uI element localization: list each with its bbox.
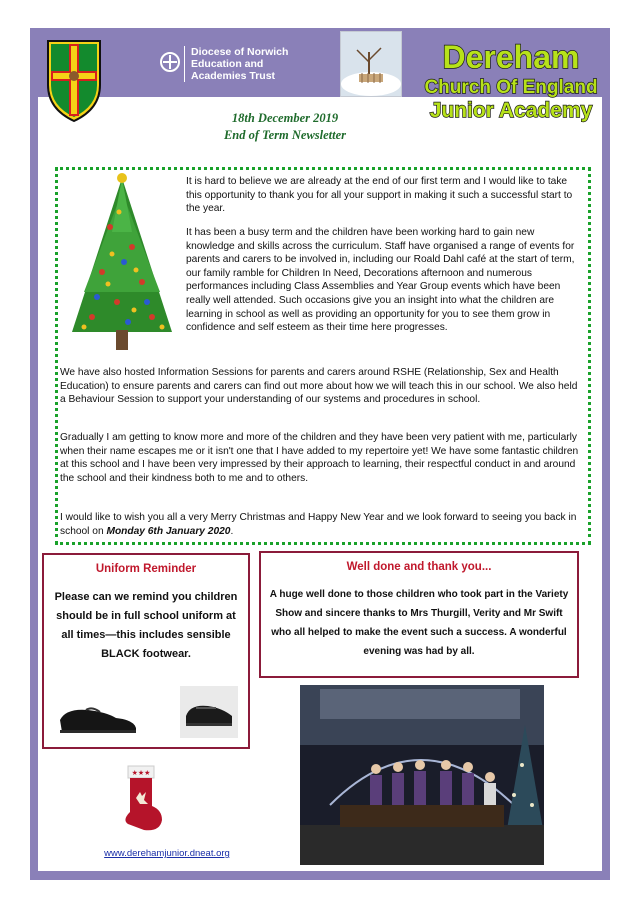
svg-text:★★★: ★★★: [131, 770, 151, 777]
closing-text: I would like to wish you all a very Merry Christmas and Happy New Year and we look forward to seeing you back in school on: [60, 512, 577, 537]
letter-paragraph-5: [60, 511, 582, 538]
brand-line-2: Church Of England: [424, 77, 598, 98]
closing-period: .: [230, 525, 234, 537]
girls-shoe-image: [56, 700, 140, 736]
winter-scene-image: [340, 31, 402, 97]
school-website-link[interactable]: www.derehamjunior.dneat.org: [104, 848, 230, 859]
letter-paragraph-2: It has been a busy term and the children have been working hard to gain new knowledge and skills across the curriculum. Staff have organised a range of events for parents and carers to be involved in, including our Roald Dahl café at the start of term, our family ramble for Children In Need, Decorations afternoon and numerous performances including Class Assemblies and Year Group events which have been really well attended. Such occasions give you an insight into what the children are learning in school as well as providing an opportunity for you to see them grow in confidence and self esteem as their time here progresses.: [186, 227, 575, 334]
well-done-title: Well done and thank you...: [346, 561, 492, 573]
newsletter-date: 18th December 2019: [231, 111, 339, 125]
cross-icon: [160, 52, 180, 72]
return-date: Monday 6th January 2020: [106, 525, 231, 537]
letter-paragraph-3: We have also hosted Information Sessions for parents and carers around RSHE (Relationship, Sex and Health Education) to ensure parents and carers can find out more about how we will teach this in our school. We also held a Behaviour Session to support your understanding of our systems and procedures in school.: [60, 367, 578, 406]
christmas-stocking-image: [118, 762, 166, 834]
well-done-box: [259, 551, 579, 678]
letter-paragraph-1: It is hard to believe we are already at the end of our first term and I would like to take this opportunity to thank you for all your support in making it such a successful start to the year.: [186, 176, 573, 215]
uniform-reminder-title: Uniform Reminder: [95, 563, 197, 575]
brand-line-1: Dereham: [442, 39, 580, 75]
boys-shoe-image: [180, 686, 238, 738]
academy-brand-title: [418, 38, 604, 124]
letter-paragraph-4: Gradually I am getting to know more and more of the children and they have been very patient with me, particularly when their name escapes me or it isn't one that I have added to my repertoire yet! We have some fantastic children at this school and I have been very impressed by their approach to learning, their respectful conduct in and around the school and their kindness both to me and to others.: [60, 432, 579, 484]
newsletter-title: End of Term Newsletter: [223, 128, 347, 142]
brand-line-3: Junior Academy: [429, 99, 593, 122]
variety-show-photo: [300, 685, 544, 865]
uniform-reminder-text: Please can we remind you children should be in full school uniform at all times—this includes sensible BLACK footwear.: [54, 591, 238, 660]
newsletter-heading: [170, 110, 400, 144]
school-crest-icon: [44, 35, 104, 123]
well-done-text: A huge well done to those children who took part in the Variety Show and sincere thanks to Mrs Thurgill, Verity and Mr Swift who all helped to make the event such a success. A wonderful evening was had by all.: [269, 589, 569, 657]
christmas-tree-image: [62, 172, 184, 362]
diocese-name: Diocese of Norwich Education and Academies Trust: [184, 46, 288, 82]
